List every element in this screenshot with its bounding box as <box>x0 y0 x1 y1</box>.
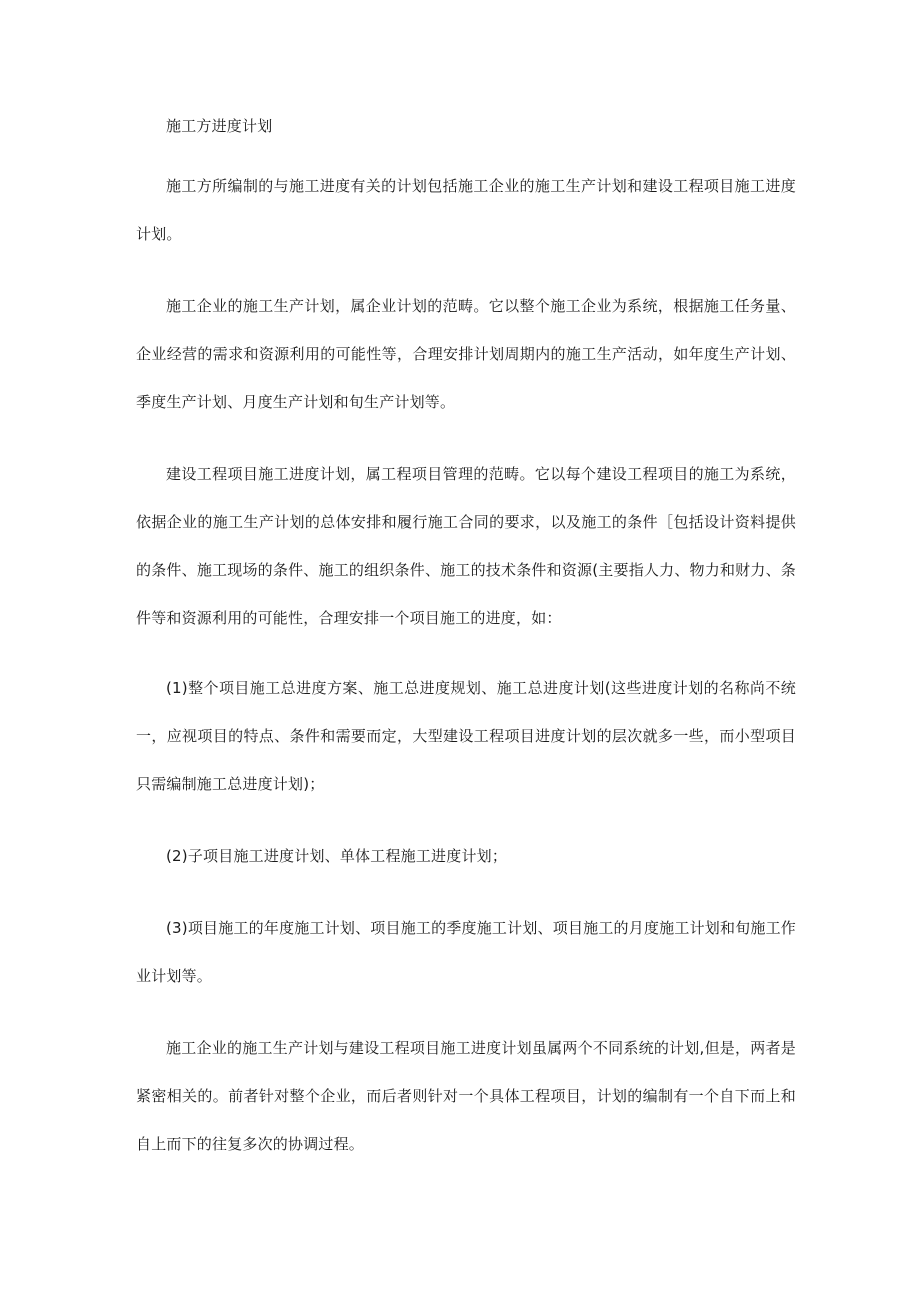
paragraph-3: 建设工程项目施工进度计划，属工程项目管理的范畴。它以每个建设工程项目的施工为系统，依据企业的施工生产计划的总体安排和履行施工合同的要求，以及施工的条件［包括设计资料提供的条件、施工现场的条件、施工的组织条件、施工的技术条件和资源(主要指人力、物力和财力、条件等和资源利用的可能性，合理安排一个项目施工的进度，如： <box>136 465 796 627</box>
paragraph-6: (3)项目施工的年度施工计划、项目施工的季度施工计划、项目施工的月度施工计划和旬施工作业计划等。 <box>136 919 796 985</box>
paragraph-4: (1)整个项目施工总进度方案、施工总进度规划、施工总进度计划(这些进度计划的名称尚不统一，应视项目的特点、条件和需要而定，大型建设工程项目进度计划的层次就多一些，而小型项目只需编制施工总进度计划)； <box>136 679 796 793</box>
paragraph-2: 施工企业的施工生产计划，属企业计划的范畴。它以整个施工企业为系统，根据施工任务量、企业经营的需求和资源利用的可能性等，合理安排计划周期内的施工生产活动，如年度生产计划、季度生产计划、月度生产计划和旬生产计划等。 <box>136 297 796 411</box>
paragraph-1: 施工方所编制的与施工进度有关的计划包括施工企业的施工生产计划和建设工程项目施工进度计划。 <box>136 177 796 243</box>
paragraph-7: 施工企业的施工生产计划与建设工程项目施工进度计划虽属两个不同系统的计划,但是，两者是紧密相关的。前者针对整个企业，而后者则针对一个具体工程项目，计划的编制有一个自下而上和自上而下的往复多次的协调过程。 <box>136 1039 796 1153</box>
document-title: 施工方进度计划 <box>166 117 273 135</box>
paragraph-5: (2)子项目施工进度计划、单体工程施工进度计划； <box>166 847 508 865</box>
